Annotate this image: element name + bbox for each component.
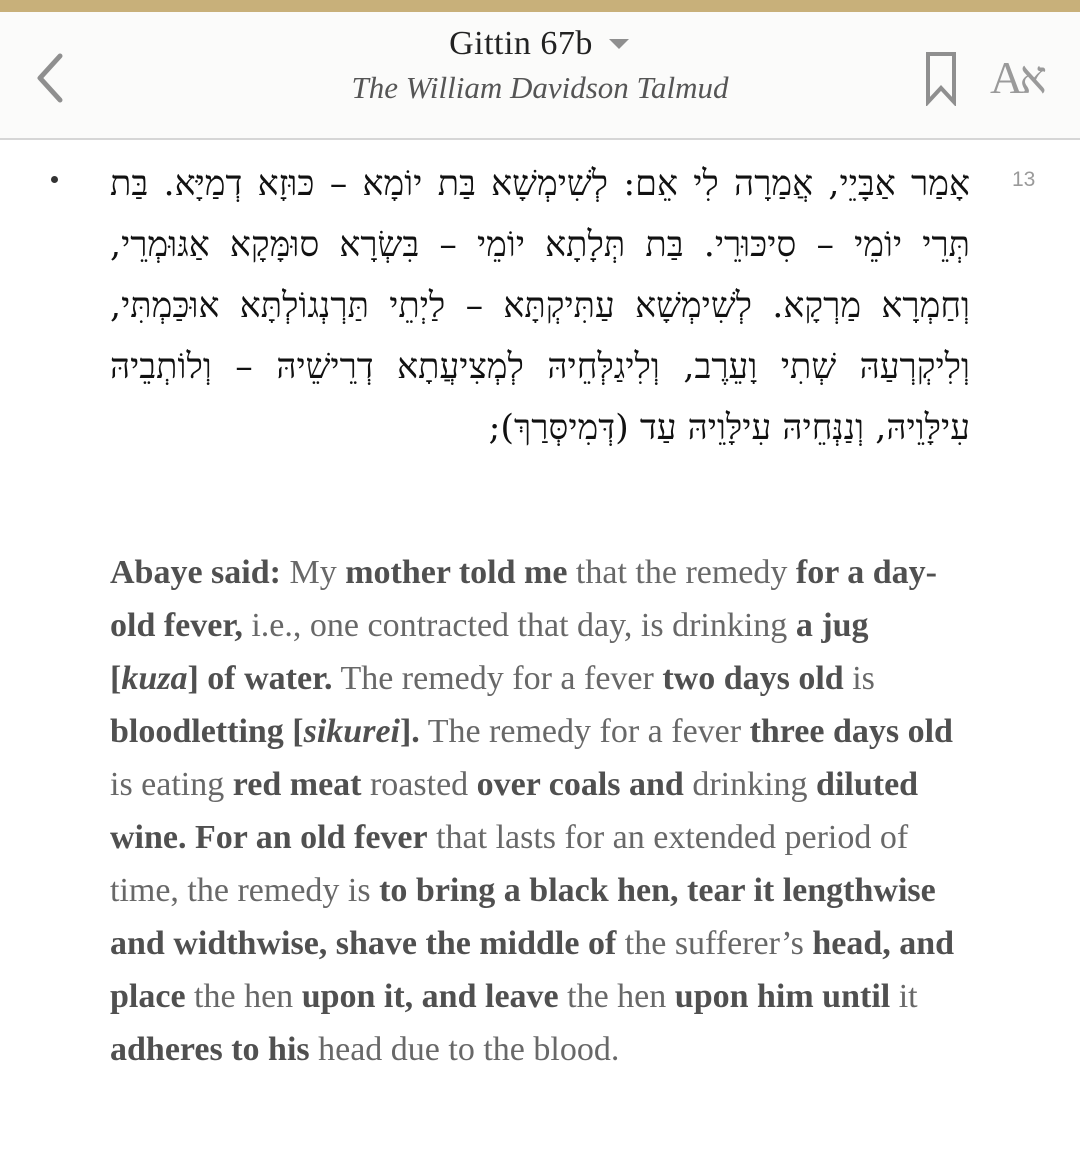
translation-span: My	[280, 554, 346, 591]
transliteration-kuza: kuza	[121, 660, 188, 697]
segment-bullet	[51, 176, 58, 183]
title-block	[240, 24, 840, 106]
translation-bold-span: bloodletting [	[110, 713, 304, 750]
translation-bold-span: head, and place	[110, 925, 955, 1015]
hebrew-text: אָמַר אַבָּיֵי, אֲמַרָה לִי אֵם: לְשִׁימְשָׁא בַּת יוֹמָא – כּוּזָא דְמַיָּא. בַּת תְּרֵי יוֹמֵי – סִיכּוּרֵי. בַּת תְּלָתָא יוֹמֵי – בִּשְׂרָא סוּמָּקָא אַגּוּמְרֵי, וְחַמְרָא מַרְקָא. לְשִׁימְשָׁא עַתִּיקְתָּא – לַיְתֵי תַּרְנְגוֹלְתָּא אוּכַּמְתִּי, וְלִיקְרְעַהּ שְׁתִי וָעֵרֶב, וְלִיגַלְּחֵיהּ לְמְצִיעֲתָא דְרֵישֵׁיהּ – וְלוֹתְבֵיהּ עִילָּוֵיהּ, וְנַנְּחֵיהּ עִילָּוֵיהּ עַד (דְּמִיסְּרַךְ);	[110, 164, 970, 448]
page-subtitle: The William Davidson Talmud	[351, 70, 729, 105]
bookmark-button[interactable]	[924, 50, 958, 106]
translation-span: roasted	[361, 766, 477, 803]
top-accent-bar	[0, 0, 1080, 12]
translation-span: i.e., one contracted that day, is drinking	[242, 607, 796, 644]
caret-down-icon	[607, 37, 631, 51]
translation-span: that lasts for an extended period of time, the remedy is	[110, 819, 909, 909]
translation-span: the sufferer’s	[616, 925, 813, 962]
translation-bold-span: red meat	[232, 766, 362, 803]
translation-bold-span: mother told me	[345, 554, 568, 591]
translation-bold-span: for a day-old fever,	[110, 554, 937, 644]
translation-span: is eating	[110, 766, 233, 803]
translation-span: that the remedy	[567, 554, 796, 591]
chevron-left-icon	[26, 48, 76, 108]
translation-bold-span: two days old	[662, 660, 844, 697]
translation-span: head due to the blood.	[309, 1031, 620, 1068]
translation-bold-span: upon him until	[674, 978, 891, 1015]
reader-header	[0, 12, 1080, 140]
bookmark-icon	[924, 50, 958, 106]
translation-span: it	[890, 978, 918, 1015]
translation-span: The remedy for a fever	[332, 660, 663, 697]
language-toggle-button[interactable]	[990, 50, 1047, 106]
translation-bold-span: ].	[399, 713, 420, 750]
translation-bold-span: a jug [	[110, 607, 869, 697]
language-toggle-icon: A	[990, 52, 1024, 103]
translation-span: The remedy for a fever	[419, 713, 750, 750]
translation-bold-span: adheres to his	[110, 1031, 310, 1068]
page-title: Gittin 67b	[449, 25, 593, 62]
translation-span: the hen	[185, 978, 302, 1015]
translation-span: drinking	[683, 766, 817, 803]
translation-bold-italic-span	[304, 713, 400, 750]
translation-bold-span: diluted wine. For an old fever	[110, 766, 919, 856]
translation-bold-span: ] of water.	[187, 660, 333, 697]
translation-span: the hen	[558, 978, 675, 1015]
translation-span: is	[843, 660, 875, 697]
translation-bold-span: upon it, and leave	[301, 978, 559, 1015]
english-translation	[110, 546, 960, 1076]
back-button[interactable]	[26, 48, 76, 108]
translation-bold-span: Abaye said:	[110, 554, 281, 591]
segment-number: 13	[1012, 168, 1036, 191]
language-toggle-hebrew-glyph: א	[1019, 52, 1047, 103]
translation-bold-span: over coals and	[476, 766, 684, 803]
translation-bold-span: three days old	[749, 713, 953, 750]
title-menu-toggle[interactable]	[449, 24, 631, 64]
translation-bold-italic-span	[121, 660, 187, 697]
translation-bold-span: to bring a black hen, tear it lengthwise and widthwise, shave the middle of	[110, 872, 936, 962]
transliteration-sikurei: sikurei	[303, 713, 400, 750]
